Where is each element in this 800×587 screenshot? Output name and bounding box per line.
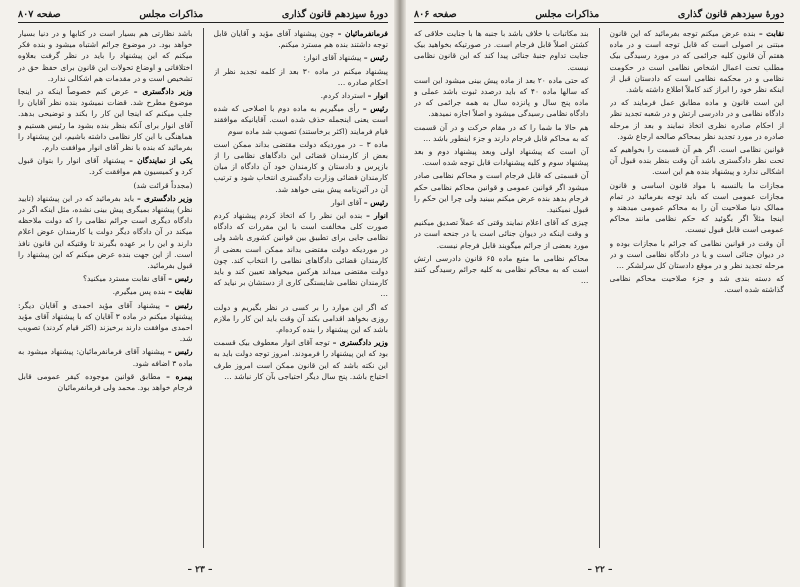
speech-text: هم حالا ما شما را که در مقام حرکت و در آن قسمت که به محاکم قابل فرجام دارند و جزء اینطور باشد … bbox=[414, 122, 589, 143]
speech-text: بند مکاتبات با خلاف باشد با جنبه ها با جنایت خلاقی که کشتن اصلاً قابل فرجام است. در صورتیکه بخواهید بیک جنایت تداوم جنبهٔ جنائی پیدا کند که این قانون نظامی نیست. bbox=[414, 29, 589, 72]
right-column-left bbox=[414, 28, 589, 548]
speaker-name: رئیس – bbox=[167, 347, 193, 357]
transcript-paragraph bbox=[214, 337, 389, 382]
transcript-paragraph bbox=[18, 180, 193, 191]
transcript-paragraph bbox=[610, 238, 785, 272]
speaker-name: رئیس – bbox=[168, 274, 193, 284]
header-page-label: صفحه ۸۰۶ bbox=[414, 8, 457, 20]
speech-text: باید بفرمائید که در این پیشنهاد (تایید نظر) پیشنهاد بمیگری پیش بینی نشده، مثل اینکه اگر در دادگاه دیگری است جرائم نظامی را که دولت ملاحظه میکند در آن دادگاه دیگر دولت یا کارمندان عوض اعلام دارند و این را بر عهده بگیرند تا وقتیکه این قانون نافذ است. از این جهت بنده عرض میکنم که این پیشنهاد را قبول بفرمائید. bbox=[18, 193, 193, 271]
column-rule bbox=[203, 28, 204, 548]
left-page-columns bbox=[18, 28, 388, 548]
page-number: – ۲۳ – bbox=[187, 565, 213, 575]
transcript-paragraph bbox=[18, 155, 193, 177]
transcript-paragraph bbox=[214, 103, 389, 137]
header-session: دورهٔ سیزدهم قانون گذاری bbox=[677, 8, 784, 20]
transcript-paragraph bbox=[414, 146, 589, 168]
transcript-paragraph bbox=[18, 193, 193, 271]
speech-text: ماده ۳ – در موردیکه دولت مقتضی بداند ممکن است بعض از کارمندان قضائی این دادگاهای نظامی را از بازپرس و دادستان و کارمندان خود آن دادگاه از میان کارمندان قضائی وزارت دادگستری انتخاب شود و ترتیب آن در آئین‌نامه پیش بینی خواهد شد. bbox=[213, 139, 388, 194]
transcript-paragraph bbox=[610, 144, 785, 178]
speech-text: مجازات ما بالنسبه با مواد قانون اساسی و قانون مجازات عمومی است که باید توجه بفرمائید در تمام ممالک دنیا صلاحیت آن را به محاکم عمومی میدهند و اینجا مثلاً اگر بگوئید که حکم نظامی مانند محاکم عمومی است قابل قبول نیست. bbox=[609, 180, 784, 235]
transcript-paragraph bbox=[414, 28, 589, 73]
speech-text: آن است که پیشنهاد اولی وبعد پیشنهاد دوم و بعد پیشنهاد سوم و کلیه پیشنهادات قابل توجه شده است. bbox=[414, 147, 589, 168]
transcript-paragraph bbox=[18, 371, 193, 393]
speech-text: (مجدداً قرائت شد) bbox=[133, 180, 193, 190]
left-page-header bbox=[18, 6, 388, 23]
transcript-paragraph bbox=[610, 28, 785, 95]
speech-text: استرداد کردم. bbox=[320, 91, 366, 101]
speaker-name: انوار – bbox=[367, 91, 388, 101]
column-rule bbox=[599, 28, 600, 548]
speech-text: که حتی ماده ۲۰ بعد از ماده پیش بینی میشود این است که سالها ماده ۴۰ که باید درصدد ثبوت باشد عملی و ماده پنج سال و پانزده سال به همه جرائمی که در دادگاه نظامی رسیدگی میشود و اصلاً اجازه نمیدهد. bbox=[414, 75, 589, 119]
speaker-name: نقابت – bbox=[168, 287, 193, 297]
speaker-name: وزیر دادگستری – bbox=[137, 193, 193, 203]
transcript-paragraph bbox=[18, 86, 193, 153]
transcript-paragraph bbox=[414, 253, 589, 287]
transcript-paragraph bbox=[18, 286, 193, 297]
header-page-label: صفحه ۸۰۷ bbox=[18, 8, 61, 20]
transcript-paragraph bbox=[214, 210, 389, 300]
speech-text: این است قانون و ماده مطابق عمل فرمایند که در دادگاه نظامی و در دادرسی ارتش و در شعبه تجدید نظر از احکام صادره نظری اتخاذ نمایند و بعد از مرحله صادره در مورد تجدید نظر بمحاکم صالحه ارجاع شود. bbox=[609, 98, 784, 141]
speaker-name: رئیس – bbox=[362, 104, 388, 114]
speech-text: پیشنهاد آقای انوار: bbox=[303, 53, 362, 63]
transcript-paragraph bbox=[414, 75, 589, 120]
speech-text: توجه آقای انوار معطوف بیک قسمت بود که این پیشنهاد را فرمودند. امروز توجه دولت باید به این نکته باشد که این قانون ممکن است امروز طرف احتیاج باشد. پنج سال دیگر احتیاجی بآن کار نباشد … bbox=[213, 338, 388, 381]
speech-text: آقای نقابت مسترد میکنید؟ bbox=[82, 274, 166, 284]
speech-text: مطابق قوانین موجوده کیفر عمومی قابل فرجام خواهد بود. محمد ولی فرمانفرمائیان bbox=[18, 371, 193, 393]
right-column-right bbox=[610, 28, 785, 548]
speaker-name: رئیس – bbox=[363, 53, 388, 63]
transcript-paragraph bbox=[214, 197, 389, 208]
speech-text: بنده عرض میکنم توجه بفرمائید که این قانون مبتنی بر اصولی است که قابل توجه است و در ماده هفتم آن قانون کلیه جرائمی که در مورد رسیدگی بیک مطلب تحت اعمال اشخاص نظامی است در حکومت نظامی و در محکمه نظامی است که دادستان قبل از اینکه نظر خود را ابراز کند کاملاً اطلاع داشته باشد. bbox=[609, 29, 784, 95]
speech-text: چیزی که آقای اعلام نمایند وقتی که عملاً تصدیق میکنیم و وقت اینکه در دیوان جنائی است یا در جنحه است در مورد بعضی از جرائم میگویند قابل فرجام نیست. bbox=[414, 218, 589, 250]
speech-text: پیشنهاد آقای فرمانفرمائیان: پیشنهاد میشود به ماده ۳ اضافه شود. bbox=[18, 347, 193, 368]
transcript-paragraph bbox=[610, 180, 785, 236]
left-column-right bbox=[214, 28, 389, 548]
header-section: مذاکرات مجلس bbox=[139, 8, 204, 20]
speaker-name: یکی از نمایندگان – bbox=[129, 156, 193, 166]
transcript-paragraph bbox=[414, 217, 589, 251]
speech-text: که دسته بندی شد و جزء صلاحیت محاکم نظامی گذاشته شده است. bbox=[609, 274, 784, 295]
speech-text: که اگر این موارد را بر کسی در نظر بگیریم و دولت روزی بخواهد اقدامی بکند آن وقت باید این کار را ملازم باشد که این پیشنهاد را بنده کرده‌ام. bbox=[213, 302, 388, 335]
speech-text: چون پیشنهاد آقای مؤید و آقایان قابل توجه داشتند بنده هم مسترد میکنم. bbox=[213, 29, 388, 50]
speaker-name: نقابت – bbox=[758, 29, 784, 38]
page-number: – ۲۲ – bbox=[587, 565, 613, 575]
transcript-paragraph bbox=[214, 302, 389, 336]
speaker-name: رئیس – bbox=[165, 300, 193, 310]
transcript-paragraph bbox=[610, 97, 785, 142]
speaker-name: وزیر دادگستری – bbox=[133, 87, 193, 97]
speech-text: بنده پس میگیرم. bbox=[112, 287, 166, 297]
header-session: دورهٔ سیزدهم قانون گذاری bbox=[281, 8, 388, 20]
speech-text: محاکم نظامی ما متبع ماده ۶۵ قانون دادرسی ارتش است که به محاکم نظامی به کلیه جرائم رسیدگی کنند … bbox=[414, 253, 589, 286]
speech-text: پیشنهاد آقای مؤید احمدی و آقایان دیگر: پیشنهاد میکنم در ماده ۳ آقایان که با پیشنهاد آقای مؤید احمدی موافقت دارند برخیزند (اکثر قیام کردند) تصویب شد. bbox=[18, 300, 193, 344]
transcript-paragraph bbox=[214, 66, 389, 88]
transcript-paragraph bbox=[214, 90, 389, 101]
speaker-name: بیمره – bbox=[166, 371, 193, 381]
right-page-header bbox=[414, 6, 784, 23]
speech-text: آقای انوار bbox=[331, 197, 362, 207]
right-page bbox=[400, 0, 800, 587]
speaker-name: فرمانفرمائیان – bbox=[337, 29, 388, 38]
transcript-paragraph bbox=[214, 139, 389, 195]
book-spine bbox=[394, 0, 406, 587]
speech-text: باشد نظارتی هم بسیار است در کتابها و در دنیا بسیار خواهد بود. در موضوع جرائم اشتباه میشود و بنده فکر میکنم که این پیشنهاد را باید در نظر گرفت بعلاوه اختلافاتی و اوضاع تحولات این قانون برای حفظ حق در تشخیص است و در مقدمات هم اشکالی ندارد. bbox=[18, 29, 193, 83]
speech-text: قوانین نظامی است. اگر هم آن قسمت را بخواهیم که تحت نظر دادگستری باشد آن وقت بنظر بنده قبول آن اشکالی ندارد و پیشنهاد بنده هم این است. bbox=[609, 145, 784, 177]
speech-text: آن وقت در قوانین نظامی که جرائم با مجازات بوده و در دیوان جنائی است و یا در دادگاه نظامی است و در مرحله تجدید نظر و در موقع دادستان کل سرلشکر … bbox=[609, 238, 784, 271]
transcript-paragraph bbox=[18, 273, 193, 284]
transcript-paragraph bbox=[610, 273, 785, 295]
speech-text: پیشنهاد آقای انوار را بتوان قبول کرد و کمیسیون هم موافقت کرد. bbox=[18, 156, 193, 177]
speaker-name: وزیر دادگستری – bbox=[332, 338, 388, 348]
transcript-paragraph bbox=[214, 28, 389, 50]
left-column-left bbox=[18, 28, 193, 548]
speaker-name: رئیس – bbox=[363, 197, 388, 207]
speaker-name: انوار – bbox=[366, 211, 388, 221]
transcript-paragraph bbox=[18, 346, 193, 368]
speech-text: بنده این نظر را که اتخاذ کردم پیشنهاد کردم صورت کلی مخالفت است با این مقررات که دادگاه نظامی جایی برای تطبیق بین قوانین کشوری باشد ولی در موردیکه دولت مقتضی بداند ممکن است بعضی از کارمندان قضائی دادگاهای نظامی را انتخاب کند. چون دولت مقتضی میداند هرکس میخواهد تعیین کند و باید کارمندان نظامی شایستگی کاری از دستشان بر نیاید که … bbox=[213, 211, 388, 299]
transcript-paragraph bbox=[18, 28, 193, 84]
right-page-columns bbox=[414, 28, 784, 548]
header-section: مذاکرات مجلس bbox=[535, 8, 600, 20]
transcript-paragraph bbox=[214, 52, 389, 63]
transcript-paragraph bbox=[414, 170, 589, 215]
transcript-paragraph bbox=[414, 122, 589, 144]
transcript-paragraph bbox=[18, 300, 193, 345]
speech-text: آن قسمتی که قابل فرجام است و محاکم نظامی صادر میشود اگر قوانین عمومی و قوانین محاکم نظامی حکم فرجام بدهد بنده عرض میکنم ببینید ولی چرا این حکم را قبول نمیکنید. bbox=[414, 171, 589, 215]
speech-text: عرض کنم خصوصاً اینکه در اینجا موضوع مطرح شد. قضات نمیشود بنده نظر آقایان را جلب میکنم که اینجا این کار را بکند و توضیحی بدهد. آقای انوار برای آنکه بنظر بنده بشود ما رئیس هستیم و هماهنگی با این کار نظامی داشته باشیم، این پیشنهاد را بفرمائید که بنده با نظر آقای انوار موافقت دارم. bbox=[18, 87, 193, 153]
speech-text: رأی میگیریم به ماده دوم با اصلاحی که شده است یعنی اینجمله حذف شده است. آقایانیکه موافقند قیام فرمایند (اکثر برخاستند) تصویب شد ماده سوم bbox=[213, 104, 388, 136]
speech-text: پیشنهاد میکنم در ماده ۳۰ بعد از کلمه تجدید نظر از احکام صادره … bbox=[213, 66, 388, 87]
